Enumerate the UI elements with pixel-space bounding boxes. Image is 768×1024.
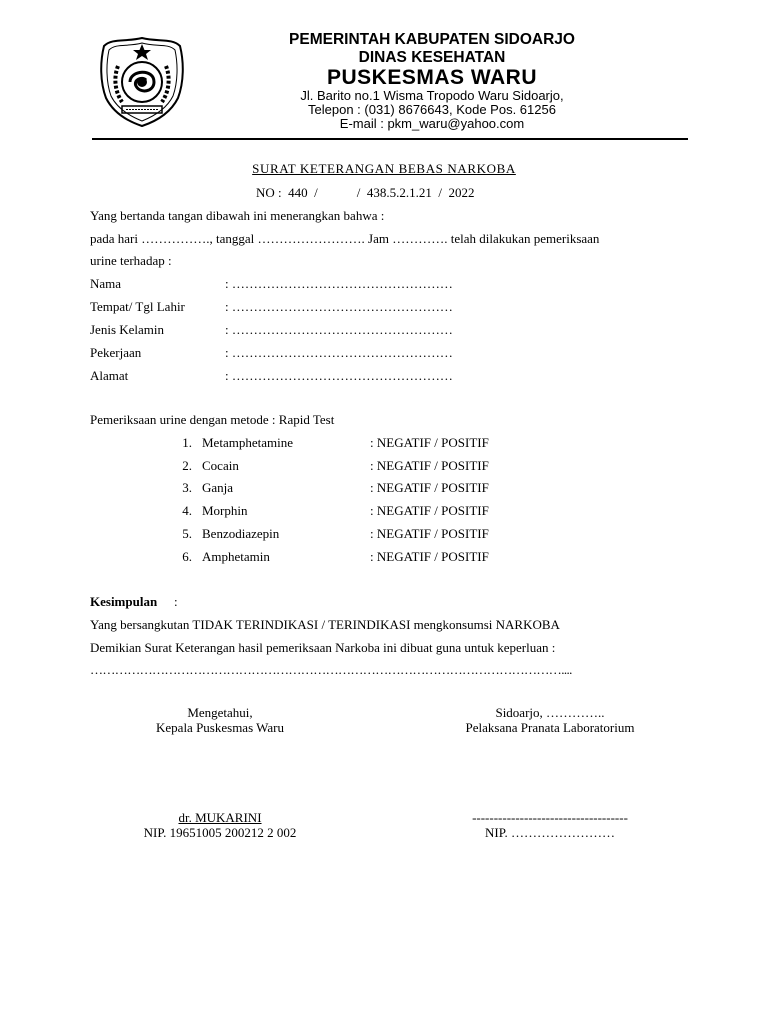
result-substance: Benzodiazepin bbox=[202, 526, 280, 541]
intro-text: Yang bertanda tangan dibawah ini menerangkan bahwa : bbox=[90, 208, 385, 223]
field-label-nama: Nama bbox=[90, 276, 122, 291]
result-substance: Ganja bbox=[202, 480, 234, 495]
result-value: : NEGATIF / POSITIF bbox=[370, 458, 489, 473]
head-name: dr. MUKARINI bbox=[178, 810, 262, 825]
letter-title: SURAT KETERANGAN BEBAS NARKOBA bbox=[252, 161, 516, 176]
field-label-alamat: Alamat bbox=[90, 368, 129, 383]
email-line: E-mail : pkm_waru@yahoo.com bbox=[339, 116, 525, 131]
acknowledged-label: Mengetahui, bbox=[187, 705, 253, 720]
header-divider bbox=[92, 138, 688, 140]
institution-name: PUSKESMAS WARU bbox=[326, 66, 538, 89]
lab-officer-nip: NIP. …………………… bbox=[484, 825, 615, 840]
field-value-nama: : …………………………………………… bbox=[225, 276, 453, 291]
kabupaten-sidoarjo-logo bbox=[96, 32, 188, 128]
field-value-jenis-kelamin: : …………………………………………… bbox=[225, 322, 453, 337]
result-substance: Cocain bbox=[202, 458, 239, 473]
exam-text-cont: urine terhadap : bbox=[90, 253, 172, 268]
field-value-tempat-lahir: : …………………………………………… bbox=[225, 299, 453, 314]
lab-officer-title: Pelaksana Pranata Laboratorium bbox=[465, 720, 635, 735]
result-value: : NEGATIF / POSITIF bbox=[370, 503, 489, 518]
result-substance: Amphetamin bbox=[202, 549, 270, 564]
result-number: 4. bbox=[182, 503, 192, 518]
department-name: DINAS KESEHATAN bbox=[358, 49, 506, 66]
method-text: Pemeriksaan urine dengan metode : Rapid Test bbox=[90, 412, 335, 427]
conclusion-text: Yang bersangkutan TIDAK TERINDIKASI / TERINDIKASI mengkonsumsi NARKOBA bbox=[90, 617, 560, 632]
result-number: 3. bbox=[182, 480, 192, 495]
field-value-alamat: : …………………………………………… bbox=[225, 368, 453, 383]
government-name: PEMERINTAH KABUPATEN SIDOARJO bbox=[289, 31, 575, 48]
conclusion-heading: Kesimpulan bbox=[90, 594, 158, 609]
result-substance: Metamphetamine bbox=[202, 435, 293, 450]
field-label-tempat-lahir: Tempat/ Tgl Lahir bbox=[90, 299, 185, 314]
result-substance: Morphin bbox=[202, 503, 248, 518]
result-number: 5. bbox=[182, 526, 192, 541]
result-number: 6. bbox=[182, 549, 192, 564]
head-nip: NIP. 19651005 200212 2 002 bbox=[143, 825, 297, 840]
lab-officer-name-line: ------------------------------------ bbox=[472, 810, 628, 825]
field-label-jenis-kelamin: Jenis Kelamin bbox=[90, 322, 165, 337]
address-line: Jl. Barito no.1 Wisma Tropodo Waru Sidoarjo, bbox=[300, 88, 564, 103]
conclusion-colon: : bbox=[174, 594, 178, 609]
result-value: : NEGATIF / POSITIF bbox=[370, 435, 489, 450]
field-label-pekerjaan: Pekerjaan bbox=[90, 345, 142, 360]
result-value: : NEGATIF / POSITIF bbox=[370, 480, 489, 495]
purpose-blank: …………………………………………………………………………………………………….... bbox=[90, 662, 572, 677]
result-value: : NEGATIF / POSITIF bbox=[370, 549, 489, 564]
result-number: 2. bbox=[182, 458, 192, 473]
result-value: : NEGATIF / POSITIF bbox=[370, 526, 489, 541]
statement-text: Demikian Surat Keterangan hasil pemeriksaan Narkoba ini dibuat guna untuk keperluan : bbox=[90, 640, 556, 655]
result-number: 1. bbox=[182, 435, 192, 450]
head-title: Kepala Puskesmas Waru bbox=[156, 720, 284, 735]
place-date: Sidoarjo, ………….. bbox=[495, 705, 605, 720]
exam-text: pada hari ……………., tanggal ……………………. Jam …………. telah dilakukan pemeriksaan bbox=[90, 231, 600, 246]
phone-line: Telepon : (031) 8676643, Kode Pos. 61256 bbox=[308, 102, 556, 117]
field-value-pekerjaan: : …………………………………………… bbox=[225, 345, 453, 360]
letter-number: NO : 440 / / 438.5.2.1.21 / 2022 bbox=[256, 185, 475, 200]
